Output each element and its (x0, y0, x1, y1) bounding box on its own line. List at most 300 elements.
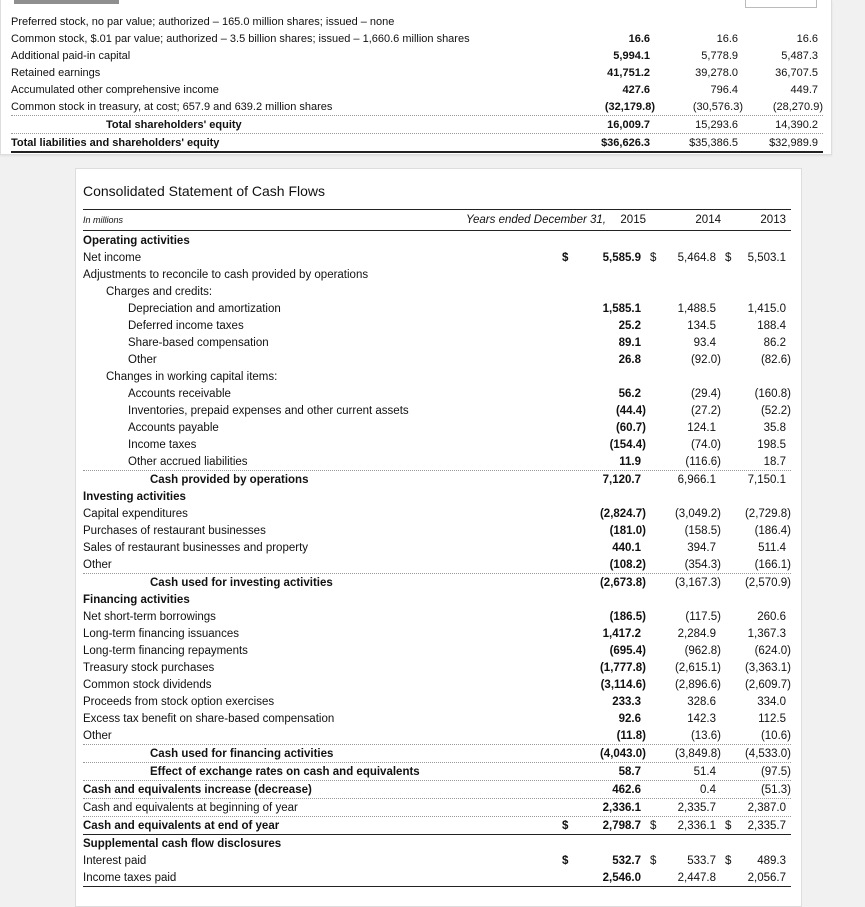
value: 16.6 (716, 32, 738, 45)
value: 1,488.5 (677, 302, 716, 315)
value: 58.7 (618, 765, 641, 778)
table-row (11, 98, 823, 115)
value: 36,707.5 (775, 66, 818, 79)
value: (108.2) (609, 558, 646, 571)
value: (160.8) (754, 387, 791, 400)
table-row (83, 402, 791, 419)
value-cell (721, 855, 791, 867)
value-cell (558, 252, 646, 264)
row-label: Other (83, 558, 112, 571)
value: (13.6) (690, 729, 721, 742)
value: (2,673.8) (599, 576, 646, 589)
dollar-sign: $ (650, 854, 657, 867)
column-header-row (83, 209, 791, 231)
table-row (83, 317, 791, 334)
value-cell (558, 559, 646, 571)
dollar-sign: $ (725, 854, 732, 867)
value: 427.6 (622, 83, 650, 96)
value-cell (646, 730, 721, 742)
value: 18.7 (763, 455, 786, 468)
value-cell (537, 33, 655, 45)
value: (2,609.7) (744, 678, 791, 691)
value-cell (558, 748, 646, 760)
value: 5,464.8 (677, 251, 716, 264)
row-label: Accounts receivable (128, 387, 231, 400)
value: (74.0) (690, 438, 721, 451)
table-row (83, 710, 791, 727)
value-cell (646, 611, 721, 623)
value: 51.4 (693, 765, 716, 778)
table-row (11, 115, 823, 133)
row-label: Operating activities (83, 234, 190, 247)
table-row (83, 488, 791, 505)
value-cell (655, 33, 743, 45)
equity-rows (11, 13, 823, 153)
value-cell (646, 405, 721, 417)
dollar-sign: $ (650, 251, 657, 264)
row-label: Excess tax benefit on share-based compensation (83, 712, 335, 725)
value: 532.7 (612, 854, 641, 867)
row-label: Net income (83, 251, 142, 264)
value-cell (646, 422, 721, 434)
row-label: Financing activities (83, 593, 190, 606)
table-row (83, 642, 791, 659)
value: (695.4) (609, 644, 646, 657)
value-cell (743, 119, 823, 131)
value: $35,386.5 (689, 136, 738, 149)
table-row (11, 13, 823, 30)
value-cell (655, 67, 743, 79)
value: $36,626.3 (601, 136, 650, 149)
cash-flow-statement-panel (75, 168, 802, 907)
value-cell (558, 730, 646, 742)
table-row (83, 539, 791, 556)
row-label: Other (83, 729, 112, 742)
value-cell (558, 645, 646, 657)
value: (354.3) (684, 558, 721, 571)
table-row (83, 334, 791, 351)
value-cell (646, 748, 721, 760)
value-cell (743, 33, 823, 45)
row-label: Capital expenditures (83, 507, 188, 520)
value-cell (721, 872, 791, 884)
value-cell (558, 320, 646, 332)
value: (92.0) (690, 353, 721, 366)
value-cell (646, 252, 721, 264)
value: (181.0) (609, 524, 646, 537)
value: (624.0) (754, 644, 791, 657)
year-2014: 2014 (695, 214, 721, 226)
table-row (83, 232, 791, 249)
value: (158.5) (684, 524, 721, 537)
value: 142.3 (687, 712, 716, 725)
table-row (83, 676, 791, 693)
value-cell (558, 784, 646, 796)
dollar-sign: $ (562, 251, 569, 264)
value-cell (721, 354, 791, 366)
table-row (83, 762, 791, 780)
value-cell (655, 50, 743, 62)
value: (3,167.3) (674, 576, 721, 589)
table-row (83, 693, 791, 710)
value-cell (558, 337, 646, 349)
value: (3,363.1) (744, 661, 791, 674)
value-cell (721, 784, 791, 796)
value-cell (558, 542, 646, 554)
value: (3,114.6) (600, 678, 646, 691)
value-cell (721, 559, 791, 571)
value: 16,009.7 (607, 118, 650, 131)
value-cell (721, 645, 791, 657)
value: 2,336.1 (677, 819, 716, 832)
value: 35.8 (763, 421, 786, 434)
value: (97.5) (760, 765, 791, 778)
value-cell (558, 802, 646, 814)
value-cell (646, 820, 721, 832)
value: 5,778.9 (701, 49, 738, 62)
value: (2,824.7) (599, 507, 646, 520)
value: 25.2 (618, 319, 641, 332)
value-cell (721, 820, 791, 832)
value: (60.7) (615, 421, 646, 434)
row-label: Income taxes paid (83, 871, 177, 884)
value-cell (558, 713, 646, 725)
value: (186.4) (754, 524, 791, 537)
value-cell (721, 577, 791, 589)
value-cell (743, 16, 823, 28)
value-cell (646, 354, 721, 366)
row-label: Adjustments to reconcile to cash provided by operations (83, 268, 369, 281)
value: 2,387.0 (747, 801, 786, 814)
row-label: Common stock, $.01 par value; authorized – 3.5 billion shares; issued – 1,660.6 million shares (11, 32, 470, 45)
value: (11.8) (616, 729, 646, 742)
value-cell (721, 802, 791, 814)
value-cell (646, 439, 721, 451)
value-cell (646, 525, 721, 537)
value-cell (721, 696, 791, 708)
value: 5,585.9 (602, 251, 641, 264)
value-cell (743, 101, 823, 113)
value-cell (721, 542, 791, 554)
row-label: Cash and equivalents at end of year (83, 819, 280, 832)
value-cell (558, 388, 646, 400)
value-cell (537, 84, 655, 96)
value: 233.3 (612, 695, 641, 708)
value: (116.6) (685, 455, 721, 468)
value: (44.4) (615, 404, 646, 417)
row-label: Total shareholders' equity (106, 118, 242, 131)
value: (2,570.9) (744, 576, 791, 589)
value: 56.2 (618, 387, 641, 400)
value-cell (721, 662, 791, 674)
value-cell (655, 84, 743, 96)
value: (3,849.8) (674, 747, 721, 760)
years-label: Years ended December 31, (465, 214, 606, 226)
value: 2,798.7 (602, 819, 641, 832)
value-cell (646, 679, 721, 691)
value-cell (558, 422, 646, 434)
value: 92.6 (618, 712, 641, 725)
table-row (83, 780, 791, 798)
table-row (11, 64, 823, 81)
value: 2,546.0 (602, 871, 641, 884)
row-label: Common stock dividends (83, 678, 212, 691)
value-cell (743, 67, 823, 79)
value: 86.2 (763, 336, 786, 349)
value: 2,335.7 (677, 801, 716, 814)
value-cell (646, 577, 721, 589)
value-cell (721, 508, 791, 520)
value: (2,615.1) (674, 661, 721, 674)
table-row (83, 266, 791, 283)
year-2013: 2013 (760, 214, 786, 226)
value-cell (646, 508, 721, 520)
value-cell (721, 766, 791, 778)
value-cell (646, 320, 721, 332)
value: (32,179.8) (604, 100, 655, 113)
table-row (83, 608, 791, 625)
value: (52.2) (760, 404, 791, 417)
value-cell (721, 748, 791, 760)
value: (166.1) (754, 558, 791, 571)
value-cell (743, 84, 823, 96)
value-cell (558, 679, 646, 691)
clipped-section-heading (14, 0, 119, 4)
value-cell (558, 456, 646, 468)
value: 449.7 (790, 83, 818, 96)
value: 5,487.3 (781, 49, 818, 62)
value-cell (721, 730, 791, 742)
value-cell (558, 766, 646, 778)
value: 489.3 (757, 854, 786, 867)
value-cell (721, 388, 791, 400)
value-cell (721, 252, 791, 264)
value-cell (558, 628, 646, 640)
row-label: Share-based compensation (128, 336, 269, 349)
table-row (83, 591, 791, 608)
dollar-sign: $ (725, 251, 732, 264)
value: 6,966.1 (677, 473, 716, 486)
table-row (83, 300, 791, 317)
row-label: Accumulated other comprehensive income (11, 83, 219, 96)
value: 511.4 (758, 541, 786, 554)
value-cell (537, 101, 655, 113)
value-cell (558, 577, 646, 589)
value: 533.7 (687, 854, 716, 867)
row-label: Additional paid-in capital (11, 49, 131, 62)
value: (51.3) (760, 783, 791, 796)
table-row (83, 852, 791, 869)
value: (186.5) (609, 610, 646, 623)
value: 440.1 (612, 541, 641, 554)
dollar-sign: $ (562, 854, 569, 867)
value-cell (721, 628, 791, 640)
table-row (83, 625, 791, 642)
table-row (83, 835, 791, 852)
value-cell (646, 766, 721, 778)
table-row (83, 351, 791, 368)
value: 2,336.1 (602, 801, 641, 814)
value: $32,989.9 (769, 136, 818, 149)
value: 1,417.2 (602, 627, 641, 640)
value-cell (721, 337, 791, 349)
value: (2,896.6) (674, 678, 721, 691)
value-cell (721, 474, 791, 486)
value-cell (721, 713, 791, 725)
value-cell (743, 50, 823, 62)
value-cell (558, 525, 646, 537)
units-label: In millions (83, 215, 124, 225)
table-row (11, 30, 823, 47)
value-cell (646, 872, 721, 884)
value: (2,729.8) (744, 507, 791, 520)
row-label: Purchases of restaurant businesses (83, 524, 266, 537)
value-cell (646, 662, 721, 674)
value-cell (646, 456, 721, 468)
value: 2,447.8 (677, 871, 716, 884)
row-label: Accounts payable (128, 421, 219, 434)
value-cell (558, 439, 646, 451)
value: 15,293.6 (695, 118, 738, 131)
value-cell (558, 405, 646, 417)
value-cell (646, 713, 721, 725)
value: 796.4 (710, 83, 738, 96)
value-cell (558, 662, 646, 674)
panel-tab-handle[interactable] (745, 0, 817, 8)
value-cell (721, 679, 791, 691)
value-cell (721, 320, 791, 332)
value: 89.1 (618, 336, 641, 349)
table-row (83, 869, 791, 887)
value-cell (537, 67, 655, 79)
value-cell (537, 16, 655, 28)
row-label: Depreciation and amortization (128, 302, 281, 315)
value: 462.6 (612, 783, 641, 796)
value-cell (558, 474, 646, 486)
row-label: Cash provided by operations (150, 473, 309, 486)
value-cell (646, 645, 721, 657)
value: 16.6 (796, 32, 818, 45)
value-cell (537, 137, 655, 149)
value-cell (558, 820, 646, 832)
table-row (83, 453, 791, 470)
value: 7,150.1 (747, 473, 786, 486)
value-cell (646, 559, 721, 571)
row-label: Investing activities (83, 490, 186, 503)
value: 1,585.1 (602, 302, 641, 315)
dollar-sign: $ (650, 819, 657, 832)
row-label: Preferred stock, no par value; authorized – 165.0 million shares; issued – none (11, 15, 395, 28)
value-cell (646, 628, 721, 640)
table-row (83, 727, 791, 744)
value-cell (721, 303, 791, 315)
cash-flow-rows (83, 232, 791, 887)
value: 93.4 (693, 336, 716, 349)
value-cell (646, 802, 721, 814)
value: 26.8 (618, 353, 641, 366)
value-cell (646, 855, 721, 867)
year-2015: 2015 (620, 214, 646, 226)
row-label: Proceeds from stock option exercises (83, 695, 275, 708)
value: (27.2) (690, 404, 721, 417)
row-label: Cash used for investing activities (150, 576, 333, 589)
value: (962.8) (684, 644, 721, 657)
value: 134.5 (687, 319, 716, 332)
value-cell (721, 439, 791, 451)
value: 260.6 (757, 610, 786, 623)
table-row (83, 368, 791, 385)
value-cell (655, 137, 743, 149)
table-row (83, 385, 791, 402)
value-cell (558, 872, 646, 884)
row-label: Cash and equivalents increase (decrease) (83, 783, 312, 796)
dollar-sign: $ (725, 819, 732, 832)
value-cell (646, 337, 721, 349)
table-row (83, 505, 791, 522)
row-label: Treasury stock purchases (83, 661, 215, 674)
row-label: Cash and equivalents at beginning of year (83, 801, 298, 814)
value: (29.4) (690, 387, 721, 400)
value: 394.7 (687, 541, 716, 554)
table-row (11, 133, 823, 153)
row-label: Interest paid (83, 854, 147, 867)
value: 39,278.0 (695, 66, 738, 79)
value-cell (721, 525, 791, 537)
table-row (83, 470, 791, 488)
row-label: Net short-term borrowings (83, 610, 216, 623)
value: 5,503.1 (747, 251, 786, 264)
row-label: Retained earnings (11, 66, 101, 79)
value-cell (721, 456, 791, 468)
value: (4,043.0) (599, 747, 646, 760)
row-label: Long-term financing issuances (83, 627, 239, 640)
value: (10.6) (760, 729, 791, 742)
value: (28,270.9) (772, 100, 823, 113)
table-row (83, 419, 791, 436)
value: 328.6 (687, 695, 716, 708)
value: 7,120.7 (602, 473, 641, 486)
value: (30,576.3) (692, 100, 743, 113)
row-label: Other (128, 353, 157, 366)
row-label: Effect of exchange rates on cash and equivalents (150, 765, 420, 778)
table-row (83, 436, 791, 453)
value-cell (558, 611, 646, 623)
value-cell (721, 405, 791, 417)
value: (1,777.8) (599, 661, 646, 674)
value-cell (646, 474, 721, 486)
value: 334.0 (757, 695, 786, 708)
value (818, 16, 823, 28)
value-cell (655, 119, 743, 131)
value: 1,367.3 (747, 627, 786, 640)
table-row (83, 522, 791, 539)
value-cell (646, 303, 721, 315)
table-row (83, 556, 791, 573)
row-label: Common stock in treasury, at cost; 657.9 and 639.2 million shares (11, 100, 333, 113)
table-row (83, 744, 791, 762)
value: 2,056.7 (747, 871, 786, 884)
value-cell (558, 855, 646, 867)
table-row (83, 573, 791, 591)
balance-sheet-equity-panel (0, 0, 832, 155)
statement-title: Consolidated Statement of Cash Flows (83, 183, 326, 199)
value-cell (646, 388, 721, 400)
value: (4,533.0) (744, 747, 791, 760)
dollar-sign: $ (562, 819, 569, 832)
table-row (83, 283, 791, 300)
value: 124.1 (687, 421, 716, 434)
value: 41,751.2 (607, 66, 650, 79)
